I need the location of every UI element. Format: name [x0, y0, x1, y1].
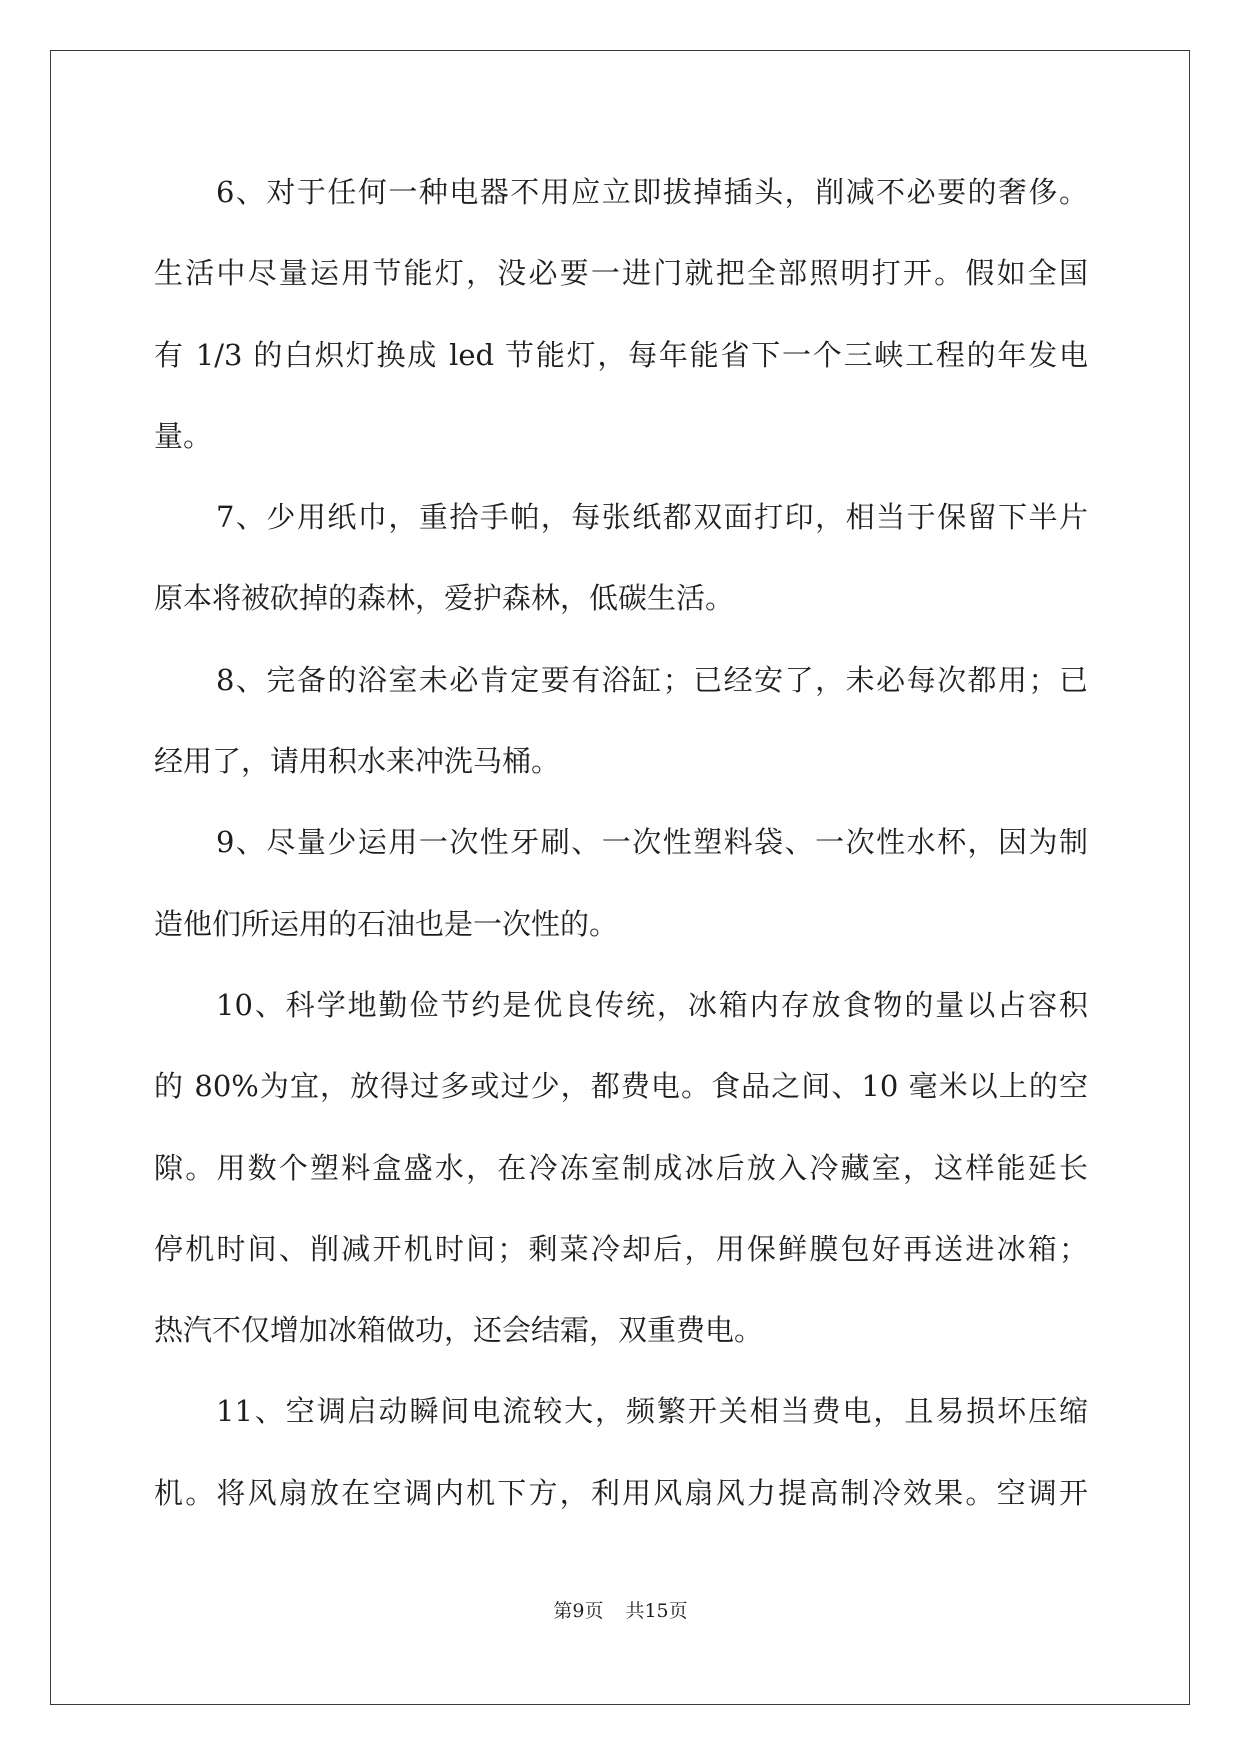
paragraph-item-9	[154, 802, 1088, 965]
text-line: 量。	[154, 418, 213, 453]
paragraph-item-11	[154, 1371, 1088, 1534]
text-line: 停机时间、削减开机时间；剩菜冷却后，用保鲜膜包好再送进冰箱；	[154, 1231, 1088, 1266]
text-line: 造他们所运用的石油也是一次性的。	[154, 906, 619, 941]
paragraph-item-6	[154, 152, 1088, 477]
text-line: 11、空调启动瞬间电流较大，频繁开关相当费电，且易损坏压缩	[216, 1394, 1088, 1429]
paragraph-item-7	[154, 477, 1088, 640]
text-line: 8、完备的浴室未必肯定要有浴缸；已经安了，未必每次都用；已	[216, 662, 1088, 697]
page-footer	[0, 1598, 1241, 1624]
page-number: 第9页	[553, 1600, 604, 1622]
text-line: 生活中尽量运用节能灯，没必要一进门就把全部照明打开。假如全国	[154, 256, 1088, 291]
text-line: 10、科学地勤俭节约是优良传统，冰箱内存放食物的量以占容积	[216, 987, 1088, 1022]
text-line: 经用了，请用积水来冲洗马桶。	[154, 744, 561, 779]
text-line: 有 1/3 的白炽灯换成 led 节能灯，每年能省下一个三峡工程的年发电	[154, 337, 1088, 372]
text-line: 7、少用纸巾，重拾手帕，每张纸都双面打印，相当于保留下半片	[216, 500, 1088, 535]
page-total: 共15页	[625, 1600, 688, 1622]
text-line: 6、对于任何一种电器不用应立即拔掉插头，削减不必要的奢侈。	[216, 175, 1088, 209]
text-line: 隙。用数个塑料盒盛水，在冷冻室制成冰后放入冷藏室，这样能延长	[154, 1150, 1088, 1185]
paragraph-item-10	[154, 965, 1088, 1371]
text-line: 原本将被砍掉的森林，爱护森林，低碳生活。	[154, 581, 735, 616]
text-line: 热汽不仅增加冰箱做功，还会结霜，双重费电。	[154, 1313, 764, 1348]
text-line: 机。将风扇放在空调内机下方，利用风扇风力提高制冷效果。空调开	[154, 1475, 1088, 1510]
text-line: 的 80%为宜，放得过多或过少，都费电。食品之间、10 毫米以上的空	[154, 1069, 1088, 1104]
document-body	[154, 152, 1088, 1534]
paragraph-item-8	[154, 640, 1088, 803]
text-line: 9、尽量少运用一次性牙刷、一次性塑料袋、一次性水杯，因为制	[216, 825, 1088, 860]
